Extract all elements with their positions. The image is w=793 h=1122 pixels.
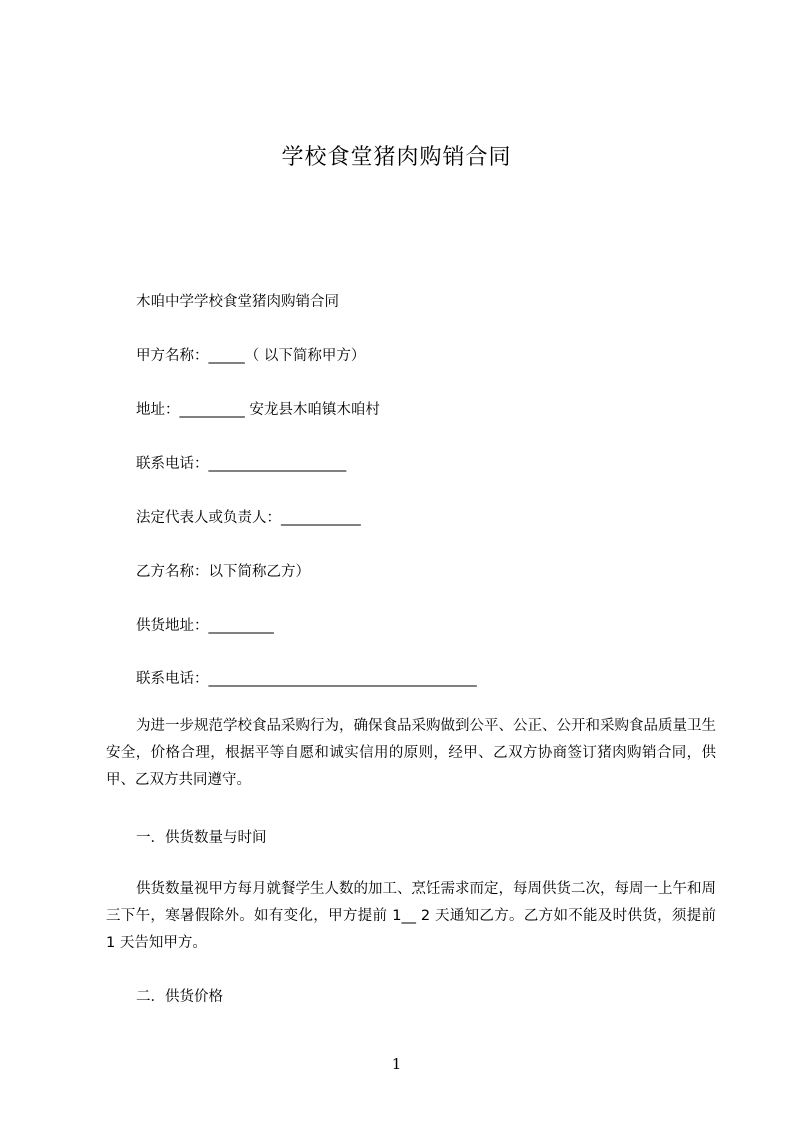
party-a-phone: 联系电话：___________________ xyxy=(136,456,347,472)
legal-representative: 法定代表人或负责人：___________ xyxy=(136,510,361,526)
section-heading-2: 二．供货价格 xyxy=(136,989,223,1005)
section-heading-1: 一．供货数量与时间 xyxy=(136,830,267,846)
intro-paragraph-text: 为进一步规范学校食品采购行为，确保食品采购做到公平、公正、公开和采购食品质量卫生安全，价格合理，根据平等自愿和诚实信用的原则，经甲、乙双方协商签订猪肉购销合同，供甲、乙双方共同遵守。 xyxy=(106,718,716,788)
supply-address: 供货地址：_________ xyxy=(136,618,274,634)
quantity-paragraph-text: 供货数量视甲方每月就餐学生人数的加工、烹饪需求而定，每周供货二次，每周一上午和周三下午，寒暑假除外。如有变化，甲方提前 1__ 2 天通知乙方。乙方如不能及时供货，须提前 1 天告知甲方。 xyxy=(106,881,716,951)
party-a-name: 甲方名称：_____（ 以下简称甲方） xyxy=(136,348,366,364)
party-b-name: 乙方名称：以下简称乙方） xyxy=(136,564,310,580)
party-b-phone: 联系电话：_____________________________________ xyxy=(136,671,477,687)
contract-heading: 木咱中学学校食堂猪肉购销合同 xyxy=(136,294,339,310)
address: 地址：_________ 安龙县木咱镇木咱村 xyxy=(136,402,380,418)
quantity-paragraph xyxy=(106,876,716,957)
document-title: 学校食堂猪肉购销合同 xyxy=(281,145,512,170)
page-number: 1 xyxy=(391,1055,402,1073)
intro-paragraph xyxy=(106,713,716,794)
